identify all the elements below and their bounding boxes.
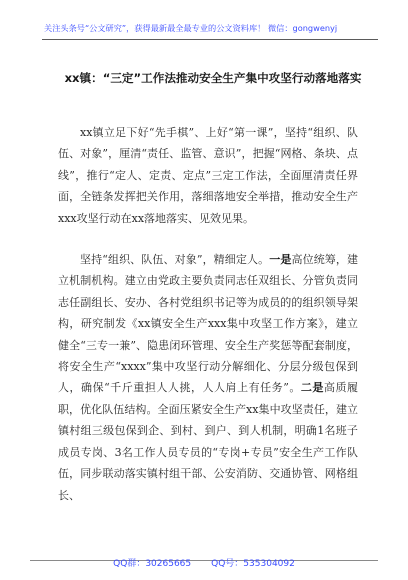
document-title: xx镇：“三定”工作法推动安全生产集中攻坚行动落地落实	[64, 71, 362, 85]
footer	[0, 558, 408, 570]
header-banner: 关注头条号“公文研究”，获得最新最全最专业的公文资料库！ 微信：gongwenyj	[44, 23, 338, 33]
point-one-text: 高位统筹，建立机制机构。建立由党政主要负责同志任双组长、分管负责同志任副组长、安办、各村党组织书记等为成员的的组织领导架构，研究制发《xx镇安全生产xxx集中攻坚工作方案》，建立健全“三专一兼”、隐患闭环管理、安全生产奖惩等配套制度，将安全生产“xxxx”集中攻坚行动分解细化、分层分级包保到人，确保“千斤重担人人挑，人人肩上有任务”。	[58, 253, 359, 395]
point-two-marker: 二是	[300, 381, 324, 395]
document-body	[58, 122, 358, 506]
paragraph-lead: 坚持“组织、队伍、对象”，精细定人。	[80, 253, 270, 267]
footer-qq-group: QQ群：30265665	[113, 559, 192, 569]
point-two-text: 高质履职，优化队伍结构。全面压紧安全生产xx集中攻坚责任，建立镇村组三级包保到企、到村、到户、到人机制，明确1名班子成员专岗、3名工作人员专员的“专岗+专员”安全生产工作队伍，同步联动落实镇村组干部、公安消防、交通协管、网格组长、	[58, 381, 359, 502]
point-one-marker: 一是	[269, 253, 292, 267]
footer-qq-number: QQ号：535304092	[211, 559, 295, 569]
paragraph-personnel	[58, 249, 358, 506]
paragraph-intro: xx镇立足下好“先手棋”、上好“第一课”，坚持“组织、队伍、对象”，厘清“责任、监管、意识”，把握“网格、条块、点线”，推行“定人、定责、定点”三定工作法，全面厘清责任界面，全链条发挥把关作用，落细落地安全举措，推动安全生产xxx攻坚行动在xx落地落实、见效见果。	[58, 126, 358, 225]
header-divider	[42, 39, 378, 40]
